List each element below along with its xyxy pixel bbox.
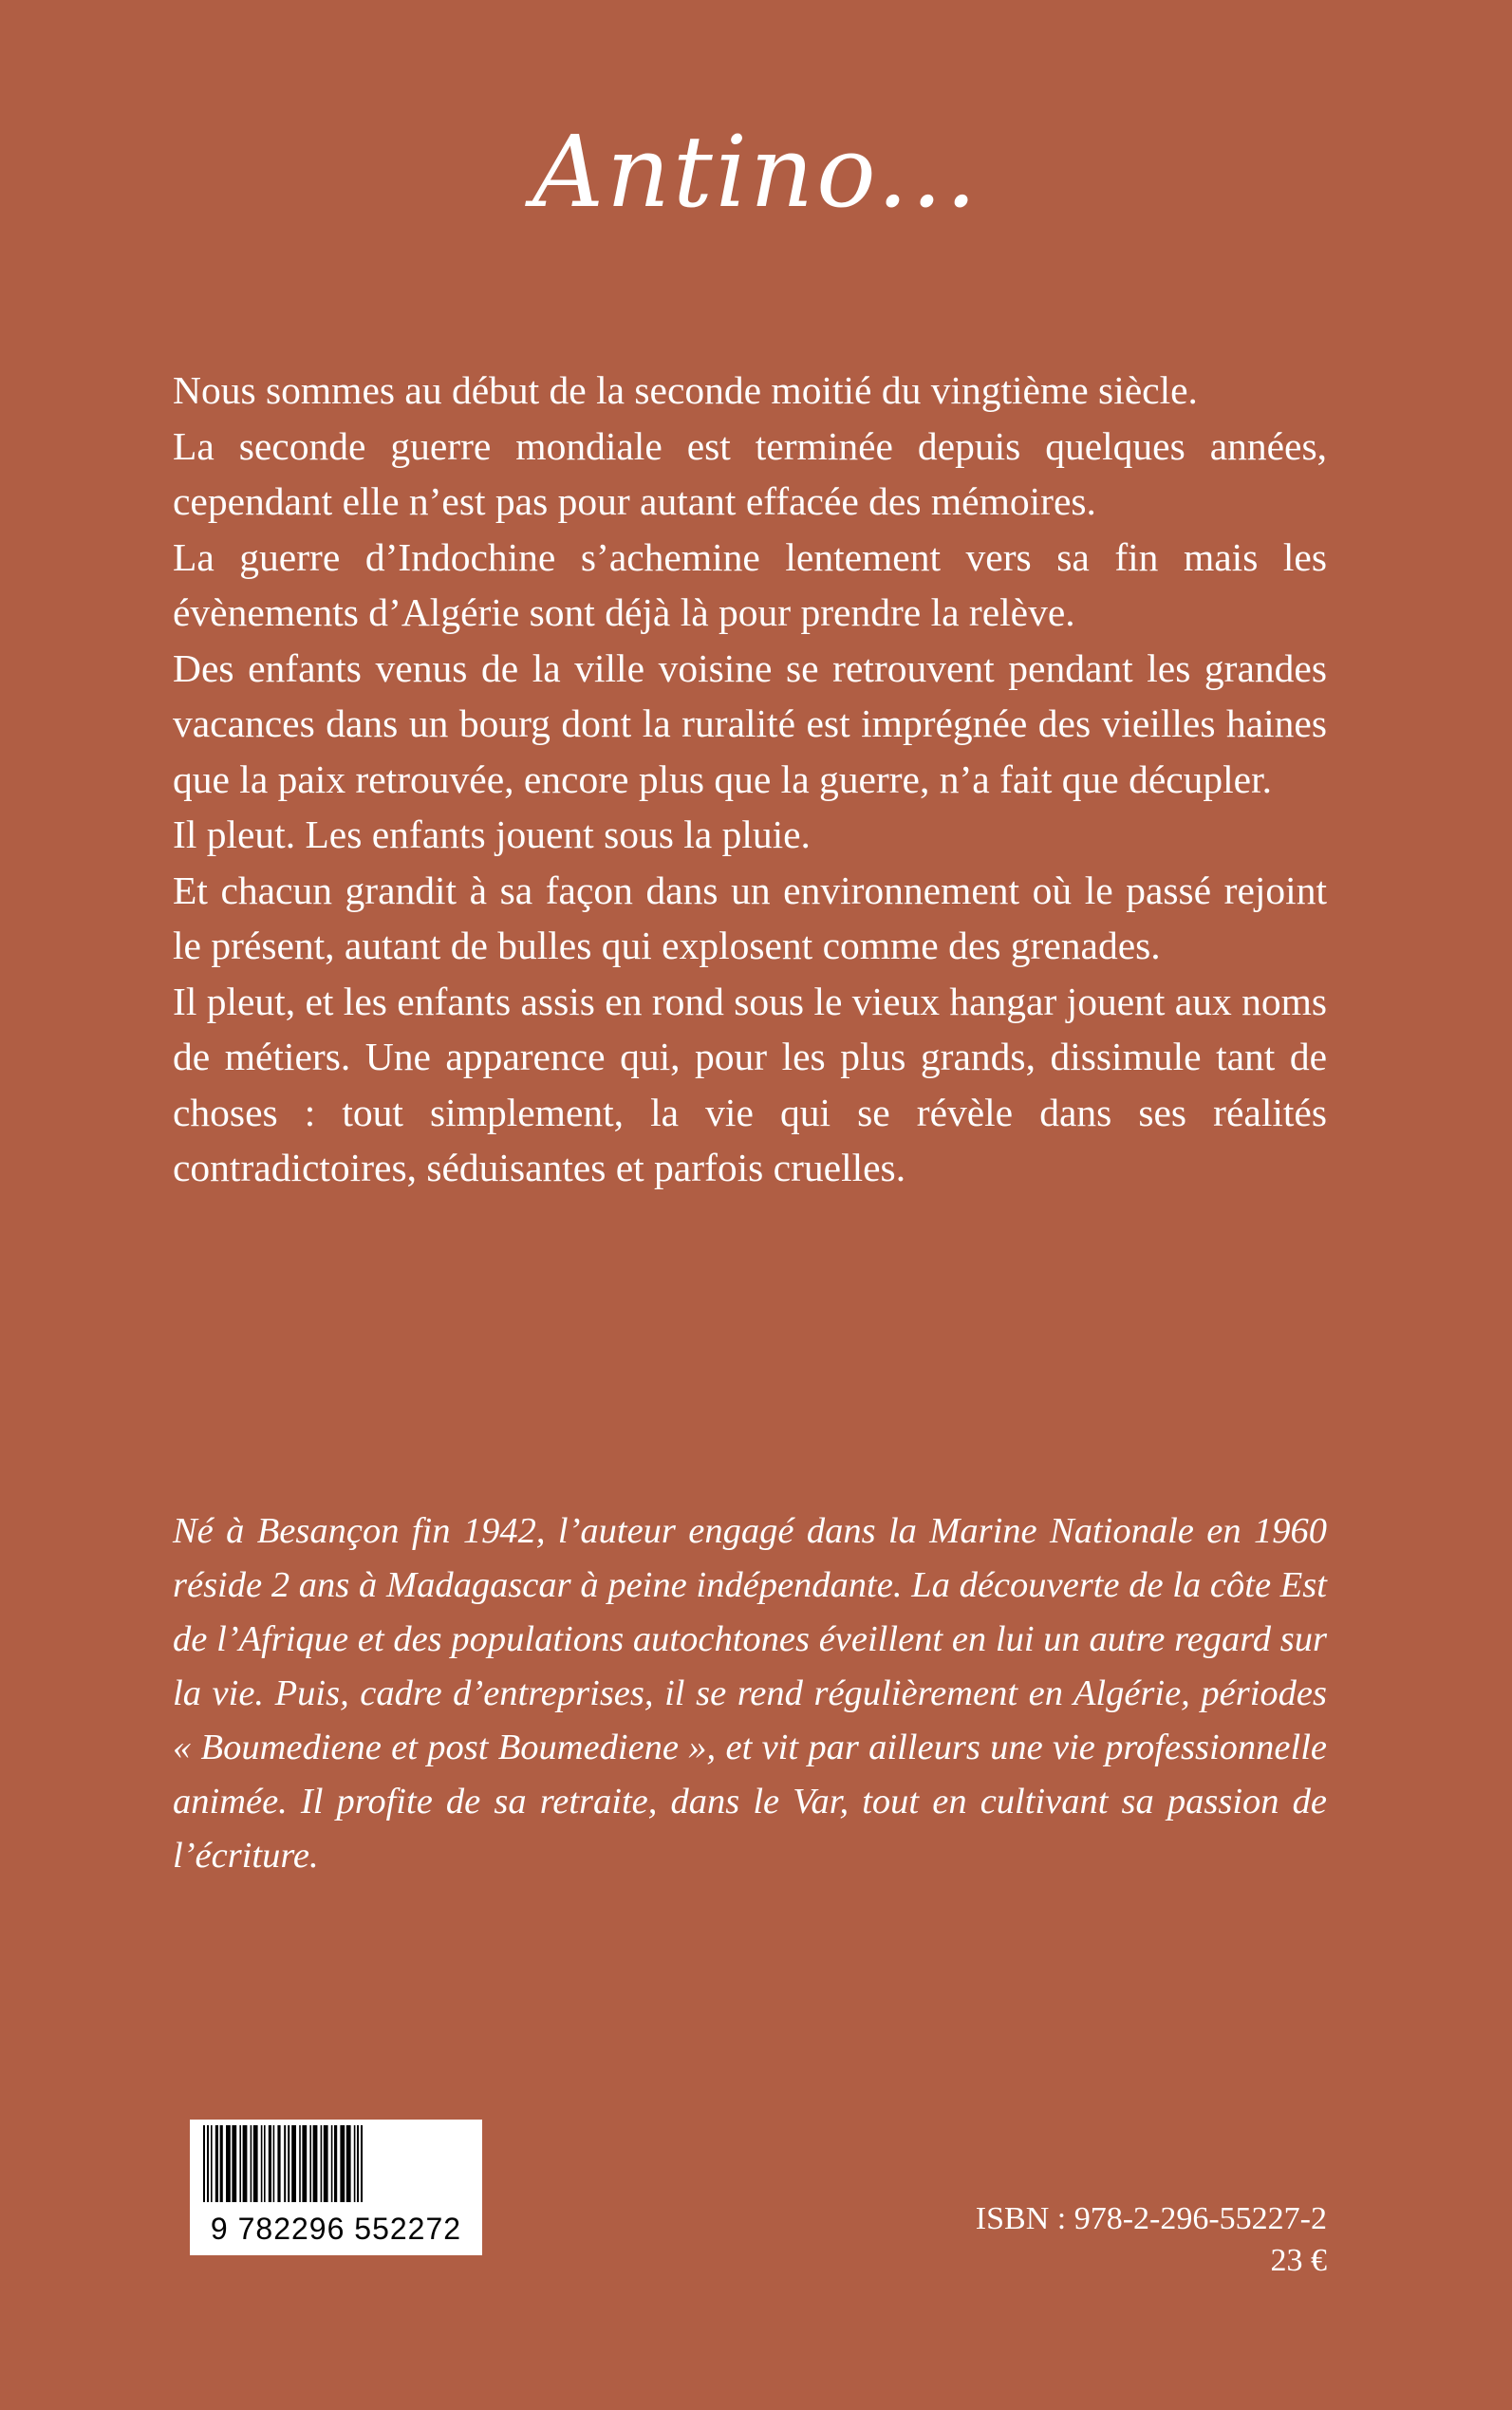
barcode-bar <box>211 2125 213 2207</box>
author-bio: Né à Besançon fin 1942, l’auteur engagé dans la Marine Nationale en 1960 réside 2 ans à Madagascar à peine indépendante. La découverte de la côte Est de l’Afrique et des populations autochtones éveillent en lui un autre regard sur la vie. Puis, cadre d’entreprises, il se rend régulièrement en Algérie, périodes « Boumediene et post Boumediene », et vit par ailleurs une vie professionnelle animée. Il profite de sa retraite, dans le Var, tout en cultivant sa passion de l’écriture. <box>173 1511 1327 1876</box>
barcode-bar <box>331 2125 333 2207</box>
barcode-bar <box>226 2125 231 2207</box>
barcode-bar <box>354 2125 356 2207</box>
synopsis-paragraph: Il pleut. Les enfants jouent sous la pluie. <box>173 813 811 856</box>
barcode-bar <box>207 2125 209 2211</box>
barcode-bar <box>261 2125 263 2207</box>
synopsis-paragraph: Et chacun grandit à sa façon dans un environnement où le passé rejoint le présent, autant de bulles qui explosent comme des grenades. <box>173 868 1327 967</box>
synopsis-paragraph: Des enfants venus de la ville voisine se retrouvent pendant les grandes vacances dans un bourg dont la ruralité est imprégnée des vieilles haines que la paix retrouvée, encore plus que la guerre, n’a fait que décupler. <box>173 645 1327 801</box>
barcode-bar <box>232 2125 236 2207</box>
price: 23 € <box>1270 2243 1327 2278</box>
barcode-bar <box>203 2125 205 2211</box>
barcode-digits: 9 782296 552272 <box>190 2202 482 2255</box>
barcode-bar <box>346 2125 351 2207</box>
synopsis-paragraph: Nous sommes au début de la seconde moitié du vingtième siècle. <box>173 368 1198 412</box>
book-title: Antino... <box>532 114 980 230</box>
synopsis-paragraph: La guerre d’Indochine s’achemine lentement vers sa fin mais les évènements d’Algérie sont déjà là pour prendre la relève. <box>173 534 1327 634</box>
barcode-bar <box>309 2125 311 2207</box>
barcode-bar <box>253 2125 258 2207</box>
barcode-bar <box>239 2125 241 2207</box>
barcode-bar <box>277 2125 280 2207</box>
synopsis <box>173 363 1327 1196</box>
barcode-bar <box>302 2125 307 2207</box>
barcode-bar <box>357 2125 359 2211</box>
barcode-bar <box>324 2125 328 2207</box>
barcode-bar <box>220 2125 223 2207</box>
barcode-bar <box>340 2125 345 2207</box>
barcode-bar <box>321 2125 323 2207</box>
barcode-bar <box>288 2125 289 2211</box>
synopsis-paragraph: La seconde guerre mondiale est terminée depuis quelques années, cependant elle n’est pas pour autant effacée des mémoires. <box>173 423 1327 523</box>
barcode-bar <box>334 2125 337 2207</box>
barcode-bar <box>313 2125 318 2207</box>
barcode-bar <box>273 2125 275 2207</box>
isbn: ISBN : 978-2-296-55227-2 <box>975 2201 1327 2236</box>
barcode-bar <box>243 2125 248 2207</box>
barcode-bar <box>269 2125 271 2207</box>
barcode-bar <box>215 2125 218 2207</box>
barcode-bar <box>284 2125 286 2211</box>
barcode-bar <box>361 2125 363 2211</box>
barcode-bar <box>291 2125 296 2207</box>
barcode-bar <box>299 2125 301 2207</box>
barcode-bar <box>251 2125 252 2207</box>
synopsis-paragraph: Il pleut, et les enfants assis en rond sous le vieux hangar jouent aux noms de métiers. Une apparence qui, pour les plus grands, dissimule tant de choses : tout simplement, la vie qui se révèle dans ses réalités contradictoires, séduisantes et parfois cruelles. <box>173 979 1327 1189</box>
barcode-bar <box>264 2125 266 2207</box>
barcode-bars <box>190 2120 482 2211</box>
